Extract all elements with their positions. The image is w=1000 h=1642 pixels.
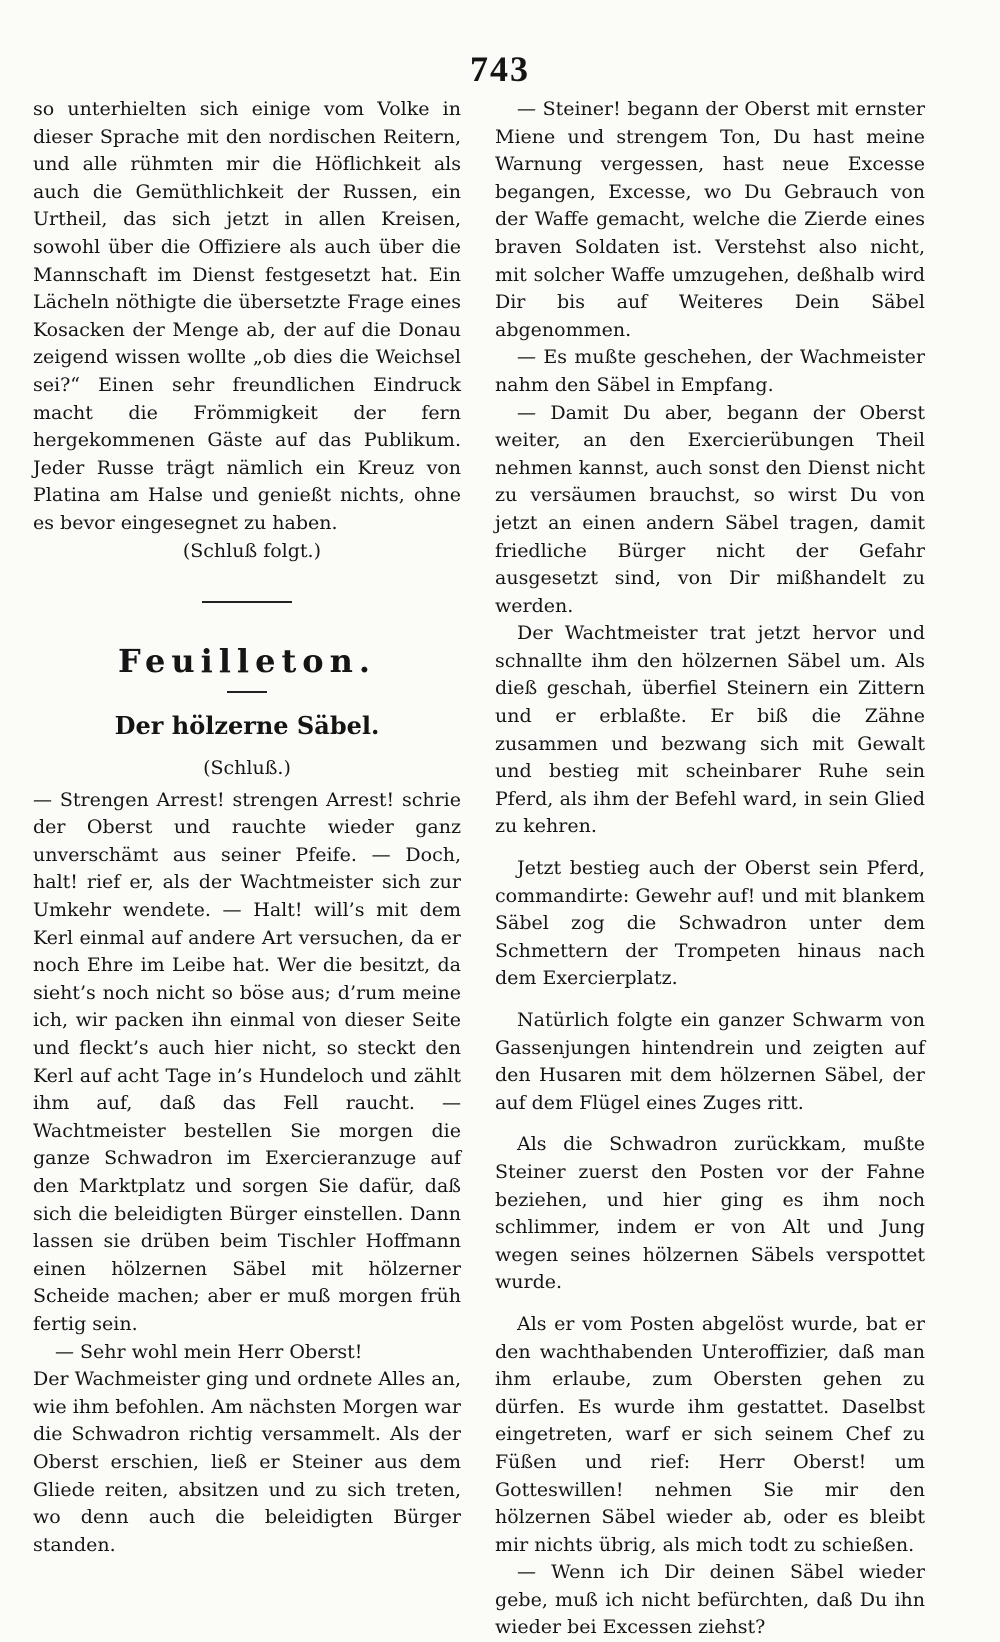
right-paragraph-3: — Damit Du aber, begann der Oberst weiter, an den Exercierübungen Theil nehmen kannst, auch sonst den Dienst nicht zu versäumen brauchst, so wirst Du von jetzt an einen andern Säbel tragen, damit friedliche Bürger nicht der Gefahr ausgesetzt sind, von Dir mißhandelt zu werden. bbox=[495, 401, 925, 617]
right-paragraph-5: Jetzt bestieg auch der Oberst sein Pferd, commandirte: Gewehr auf! und mit blankem Säbel zog die Schwadron unter dem Schmettern der Trompeten hinaus nach dem Exercierplatz. bbox=[495, 857, 925, 990]
left-column bbox=[33, 96, 461, 1559]
section-heading: Feuilleton. bbox=[118, 642, 376, 681]
left-paragraph-2: — Strengen Arrest! strengen Arrest! schrie der Oberst und rauchte wieder ganz unverschämt aus seiner Pfeife. — Doch, halt! rief er, als der Wachtmeister sich zur Umkehr wendete. — Halt! will’s mit dem Kerl einmal auf andere Art versuchen, da er noch Ehre im Leibe hat. Wer die besitzt, da sieht’s noch nicht so böse aus; d’rum meine ich, wir packen ihn einmal von dieser Seite und fleckt’s auch hier nicht, so steckt den Kerl auf acht Tage in’s Hundeloch und zählt ihm auf, daß das Fell raucht. — Wachtmeister bestellen Sie morgen die ganze Schwadron im Exercieranzuge auf den Marktplatz und sorgen Sie dafür, daß sich die beleidigten Bürger einstellen. Dann lassen sie drüben beim Tischler Hoffmann einen hölzernen Säbel mit hölzerner Scheide machen; aber er muß morgen früh fertig sein. bbox=[33, 788, 461, 1335]
continued-note: (Schluß folgt.) bbox=[182, 539, 321, 562]
heading-divider bbox=[227, 691, 267, 693]
right-column bbox=[495, 96, 925, 1642]
section-divider bbox=[202, 601, 292, 603]
right-paragraph-8: Als er vom Posten abgelöst wurde, bat er den wachthabenden Unteroffizier, daß man ihm erlaube, zum Obersten gehen zu dürfen. Es wurde ihm gestattet. Daselbst eingetreten, warf er sich seinem Chef zu Füßen und rief: Herr Oberst! um Gotteswillen! nehmen Sie mir den hölzernen Säbel wieder ab, oder es bleibt mir nichts übrig, als mich todt zu schießen. bbox=[495, 1312, 925, 1556]
right-paragraph-7: Als die Schwadron zurückkam, mußte Steiner zuerst den Posten vor der Fahne beziehen, und hier ging es ihm noch schlimmer, indem er von Alt und Jung wegen seines hölzernen Säbels verspottet wurde. bbox=[495, 1133, 925, 1294]
left-paragraph-3: — Sehr wohl mein Herr Oberst! bbox=[55, 1340, 363, 1363]
page-number: 743 bbox=[470, 49, 530, 89]
left-paragraph-4: Der Wachmeister ging und ordnete Alles an, wie ihm befohlen. Am nächsten Morgen war die Schwadron richtig versammelt. Als der Oberst erschien, ließ er Steiner aus dem Gliede reiten, absitzen und zu sich treten, wo denn auch die beleidigten Bürger standen. bbox=[33, 1368, 461, 1556]
column-divider bbox=[477, 100, 478, 1300]
right-paragraph-4: Der Wachtmeister trat jetzt hervor und schnallte ihm den hölzernen Säbel um. Als dieß geschah, überfiel Steinern ein Zittern und er erblaßte. Er biß die Zähne zusammen und bezwang sich mit Gewalt und bestieg mit scheinbarer Ruhe sein Pferd, als ihm der Befehl ward, in sein Glied zu kehren. bbox=[495, 622, 925, 838]
right-paragraph-6: Natürlich folgte ein ganzer Schwarm von Gassenjungen hintendrein und zeigten auf den Husaren mit dem hölzernen Säbel, der auf dem Flügel eines Zuges ritt. bbox=[495, 1009, 925, 1114]
right-paragraph-9: — Wenn ich Dir deinen Säbel wieder gebe, muß ich nicht befürchten, daß Du ihn wieder bei Excessen ziehst? bbox=[495, 1561, 925, 1639]
right-paragraph-2: — Es mußte geschehen, der Wachmeister nahm den Säbel in Empfang. bbox=[495, 346, 925, 396]
right-paragraph-1: — Steiner! begann der Oberst mit ernster Miene und strengem Ton, Du hast meine Warnung vergessen, hast neue Excesse begangen, Excesse, wo Du Gebrauch von der Waffe gemacht, welche die Zierde eines braven Soldaten ist. Verstehst also nicht, mit solcher Waffe umzugehen, deßhalb wird Dir bis auf Weiteres Dein Säbel abgenommen. bbox=[495, 98, 925, 341]
left-paragraph-1: so unterhielten sich einige vom Volke in dieser Sprache mit den nordischen Reitern, und alle rühmten mir die Höflichkeit als auch die Gemüthlichkeit der Russen, ein Urtheil, das sich jetzt in allen Kreisen, sowohl über die Offiziere als auch über die Mannschaft im Dienst festgesetzt hat. Ein Lächeln nöthigte die übersetzte Frage eines Kosacken der Menge ab, der auf die Donau zeigend wissen wollte „ob dies die Weichsel sei?“ Einen sehr freundlichen Eindruck macht die Frömmigkeit der fern hergekommenen Gäste auf das Publikum. Jeder Russe trägt nämlich ein Kreuz von Platina am Halse und genießt nichts, ohne es bevor eingesegnet zu haben. bbox=[33, 98, 461, 534]
article-subtitle: (Schluß.) bbox=[203, 757, 291, 780]
article-title: Der hölzerne Säbel. bbox=[114, 711, 380, 741]
